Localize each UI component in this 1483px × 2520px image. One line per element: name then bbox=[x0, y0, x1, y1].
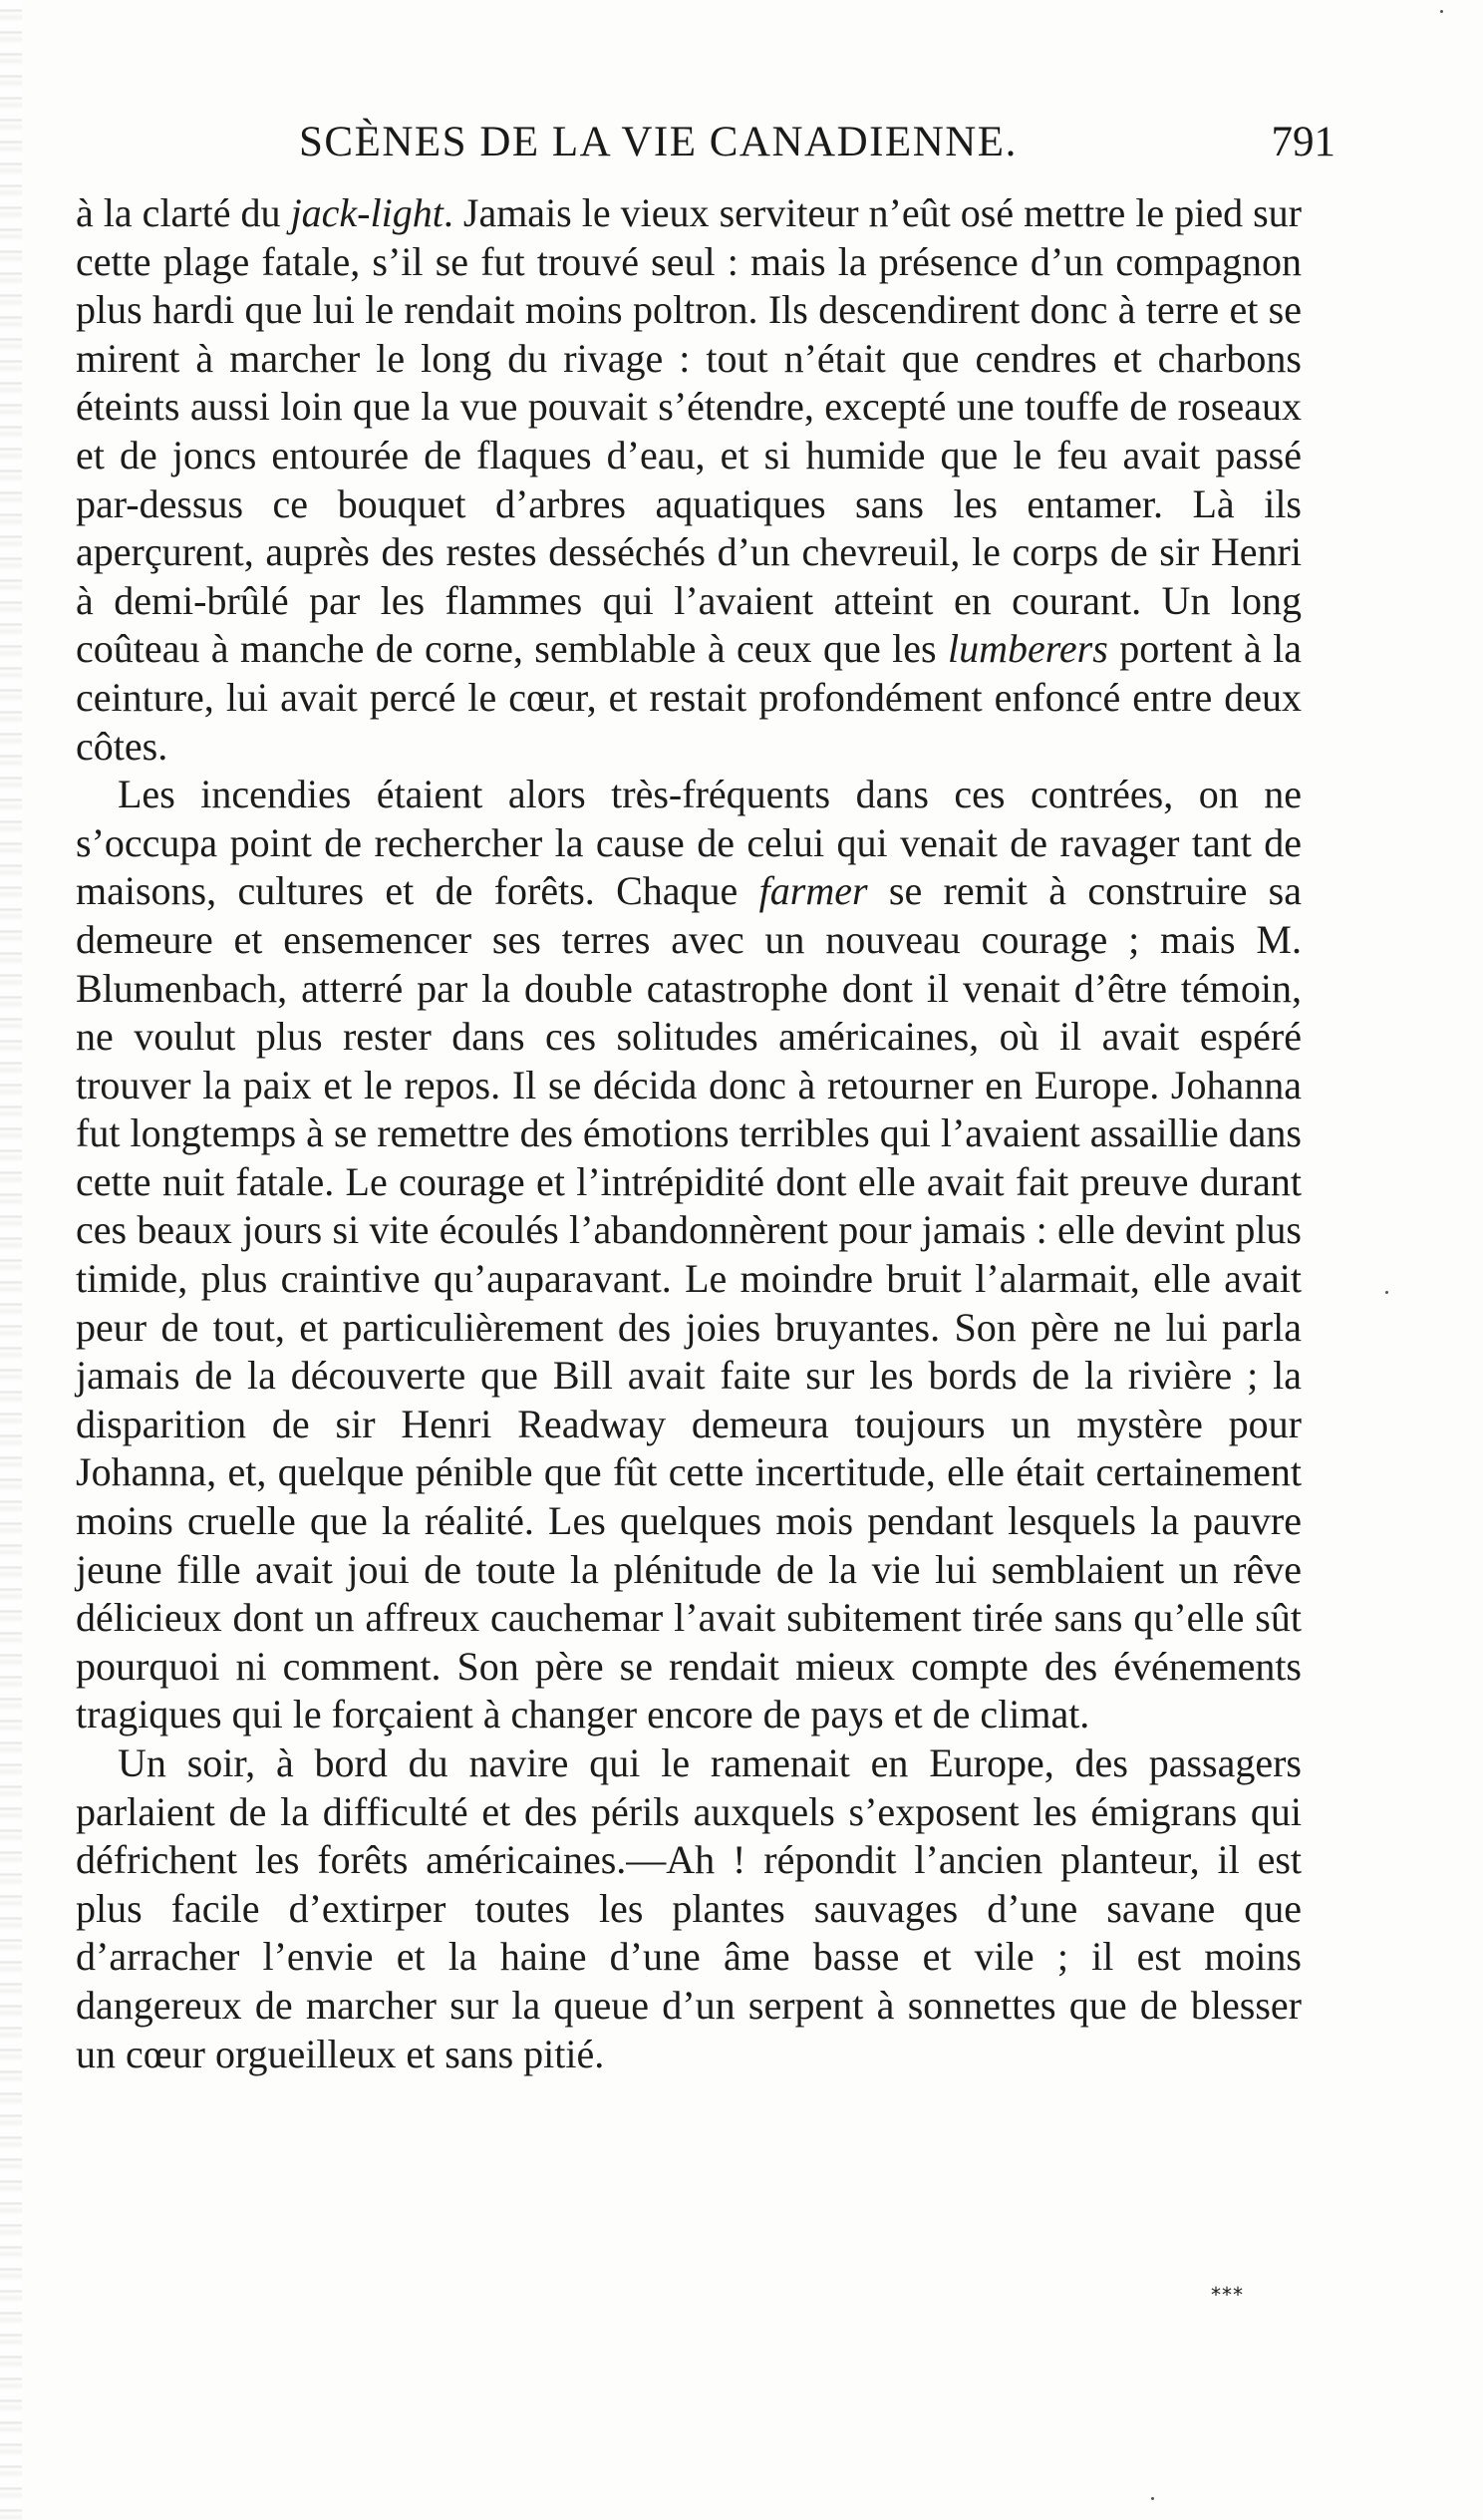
scan-speck bbox=[1151, 2497, 1154, 2500]
text-run: se remit à construire sa demeure et ensemencer ses terres avec un nouveau courage ; mais M. Blumenbach, atterré par la double catastrophe dont il venait d’être témoin, ne voulut plus rester dans ces solitudes américaines, où il avait espéré trouver la paix et le repos. Il se décida donc à retourner en Europe. Johanna fut longtemps à se remettre des émotions terribles qui l’avaient assaillie dans cette nuit fatale. Le courage et l’intrépidité dont elle avait fait preuve durant ces beaux jours si vite écoulés l’abandonnèrent pour jamais : elle devint plus timide, plus craintive qu’auparavant. Le moindre bruit l’alarmait, elle avait peur de tout, et particulièrement des joies bruyantes. Son père ne lui parla jamais de la découverte que Bill avait faite sur les bords de la rivière ; la disparition de sir Henri Readway demeura toujours un mystère pour Johanna, et, quelque pénible que fût cette incertitude, elle était certainement moins cruelle que la réalité. Les quelques mois pendant lesquels la pauvre jeune fille avait joui de toute la plénitude de la vie lui semblaient un rêve délicieux dont un affreux cauchemar l’avait subitement tirée sans qu’elle sût pourquoi ni comment. Son père se rendait mieux compte des événements tragiques qui le forçaient à changer encore de pays et de climat. bbox=[76, 868, 1302, 1737]
text-run: portent à la ceinture, lui avait percé le cœur, et restait profondément enfoncé entre deux côtes. bbox=[76, 626, 1303, 769]
text-run: à la clarté du bbox=[76, 190, 291, 235]
scan-speck bbox=[1385, 1291, 1388, 1294]
italic-run: lumberers bbox=[948, 626, 1108, 672]
page-number: 791 bbox=[1271, 119, 1335, 165]
paragraph bbox=[76, 189, 1302, 771]
italic-run: farmer bbox=[758, 868, 868, 914]
text-run: Les incendies étaient alors très-fréquents dans ces contrées, on ne s’occupa point de rechercher la cause de celui qui venait de ravager tant de maisons, cultures et de forêts. Chaque bbox=[76, 772, 1302, 914]
italic-run: jack-light bbox=[290, 190, 444, 235]
text-run: . Jamais le vieux serviteur n’eût osé mettre le pied sur cette plage fatale, s’il se fut trouvé seul : mais la présence d’un compagnon plus hardi que lui le rendait moins poltron. Ils descendirent donc à terre et se mirent à marcher le long du rivage : tout n’était que cendres et charbons éteints aussi loin que la vue pouvait s’étendre, excepté une touffe de roseaux et de joncs entourée de flaques d’eau, et si humide que le feu avait passé par-dessus ce bouquet d’arbres aquatiques sans les entamer. Là ils aperçurent, auprès des restes desséchés d’un chevreuil, le corps de sir Henri à demi-brûlé par les flammes qui l’avaient atteint en courant. Un long coûteau à manche de corne, semblable à ceux que les bbox=[76, 190, 1302, 672]
scanned-page-edge bbox=[0, 0, 22, 2520]
scan-speck bbox=[1440, 10, 1443, 13]
page-header bbox=[70, 118, 1335, 173]
body-text bbox=[76, 189, 1302, 2078]
text-run: Un soir, à bord du navire qui le ramenait en Europe, des passagers parlaient de la difficulté et des périls auxquels s’exposent les émigrans qui défrichent les forêts américaines.—Ah ! répondit l’ancien planteur, il est plus facile d’extirper toutes les plantes sauvages d’une savane que d’arracher l’envie et la haine d’une âme basse et vile ; il est moins dangereux de marcher sur la queue d’un serpent à sonnettes que de blesser un cœur orgueilleux et sans pitié. bbox=[76, 1740, 1302, 2076]
paragraph bbox=[76, 1739, 1302, 2078]
paragraph bbox=[76, 771, 1302, 1739]
running-title: SCÈNES DE LA VIE CANADIENNE. bbox=[299, 119, 1018, 165]
end-ornament: *** bbox=[1211, 2283, 1244, 2307]
